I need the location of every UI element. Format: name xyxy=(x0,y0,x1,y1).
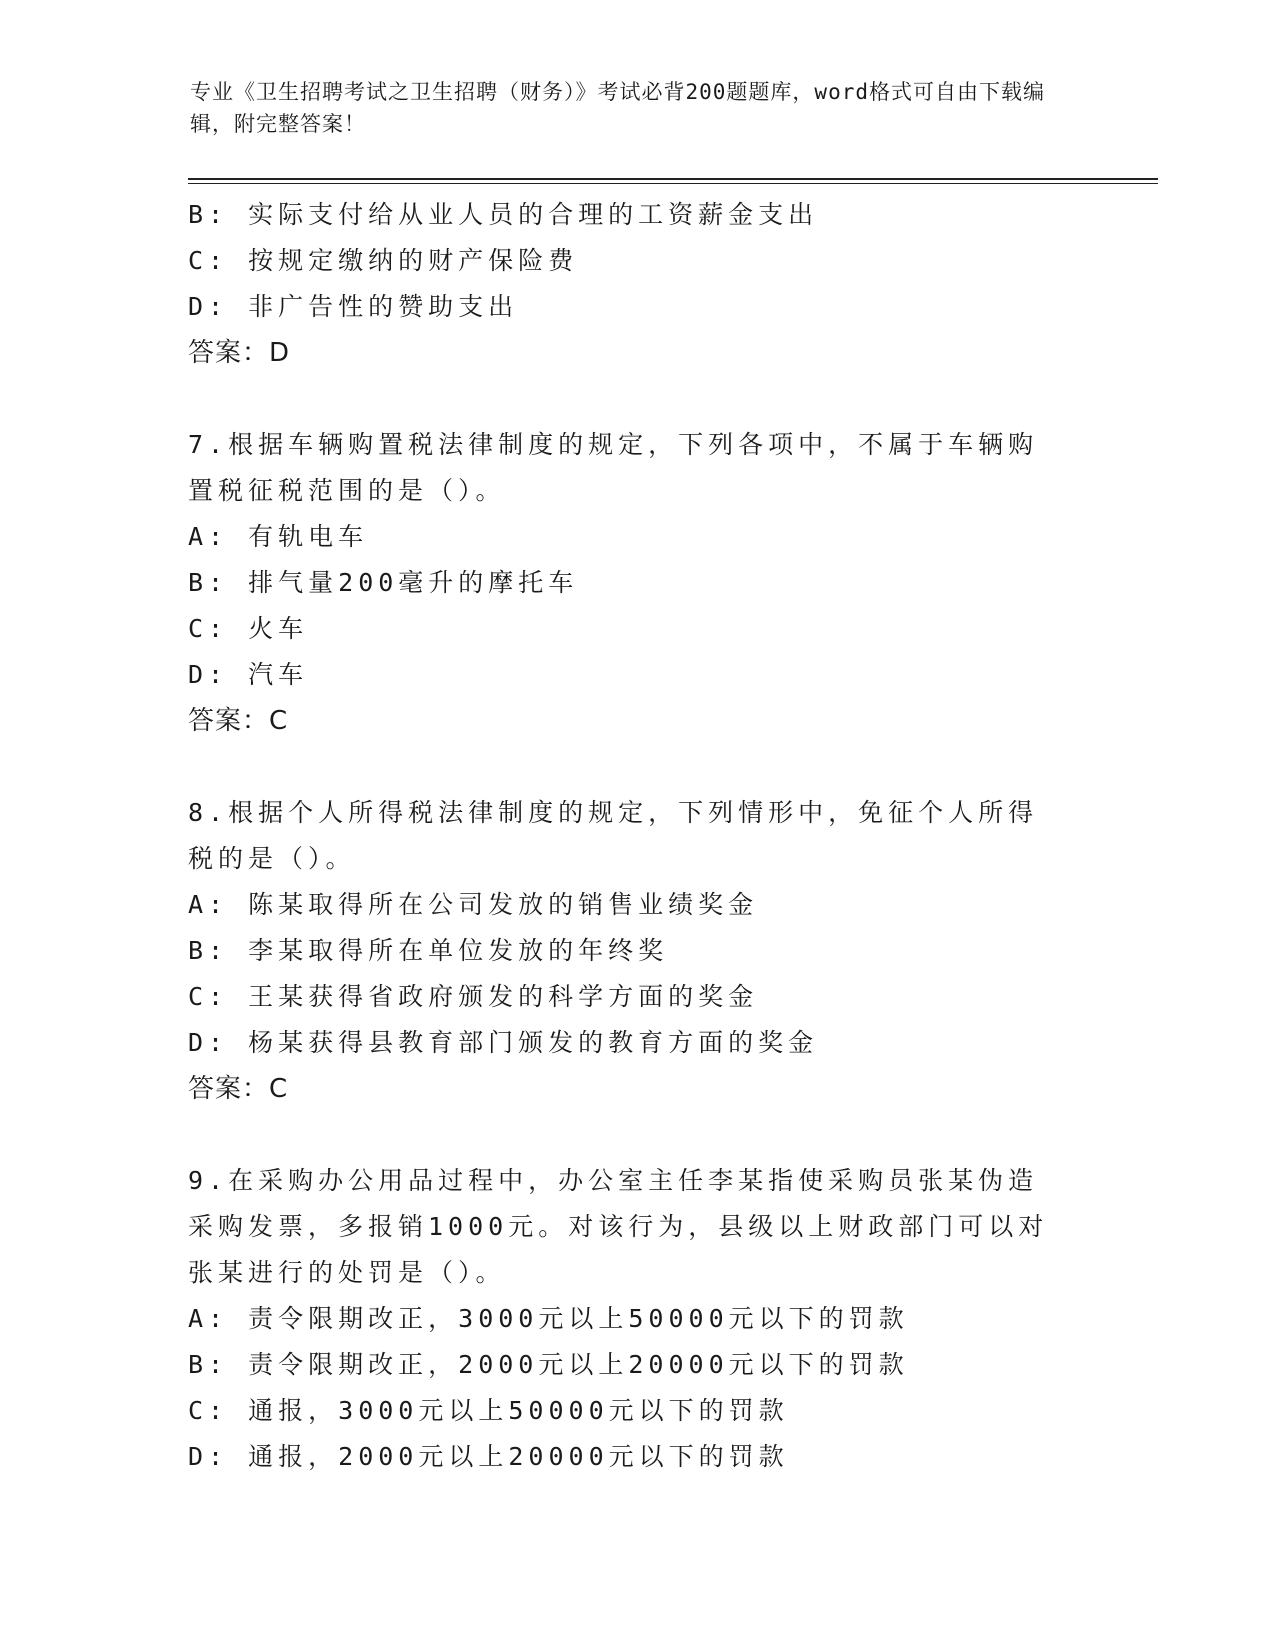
q7-option-c: C: 火车 xyxy=(188,614,309,643)
question-7-block xyxy=(188,422,1088,744)
q6-option-d: D: 非广告性的赞助支出 xyxy=(188,292,519,321)
q8-answer: 答案：C xyxy=(188,1074,289,1104)
question-8-block xyxy=(188,790,1088,1112)
q9-option-a: A: 责令限期改正，3000元以上50000元以下的罚款 xyxy=(188,1304,909,1333)
spacer xyxy=(188,1112,1088,1158)
document-header: 专业《卫生招聘考试之卫生招聘（财务）》考试必背200题题库，word格式可自由下载编辑，附完整答案！ xyxy=(190,80,1045,136)
q9-option-b: B: 责令限期改正，2000元以上20000元以下的罚款 xyxy=(188,1350,909,1379)
spacer xyxy=(188,744,1088,790)
q7-option-d: D: 汽车 xyxy=(188,660,309,689)
document-body xyxy=(188,192,1088,1480)
q9-option-c: C: 通报，3000元以上50000元以下的罚款 xyxy=(188,1396,789,1425)
q7-answer: 答案：C xyxy=(188,706,289,736)
q8-option-b: B: 李某取得所在单位发放的年终奖 xyxy=(188,936,669,965)
q6-option-b: B: 实际支付给从业人员的合理的工资薪金支出 xyxy=(188,200,819,229)
q8-option-a: A: 陈某取得所在公司发放的销售业绩奖金 xyxy=(188,890,759,919)
header-divider-thin xyxy=(188,183,1158,184)
q7-question-text: 7.根据车辆购置税法律制度的规定，下列各项中，不属于车辆购置税征税范围的是（）。 xyxy=(188,430,1039,505)
q8-option-c: C: 王某获得省政府颁发的科学方面的奖金 xyxy=(188,982,759,1011)
q9-question-text: 9.在采购办公用品过程中，办公室主任李某指使采购员张某伪造采购发票，多报销1000元。对该行为，县级以上财政部门可以对张某进行的处罚是（）。 xyxy=(188,1166,1049,1287)
q7-option-a: A: 有轨电车 xyxy=(188,522,369,551)
question-6-block xyxy=(188,192,1088,376)
q8-question-text: 8.根据个人所得税法律制度的规定，下列情形中，免征个人所得税的是（）。 xyxy=(188,798,1039,873)
q9-option-d: D: 通报，2000元以上20000元以下的罚款 xyxy=(188,1442,789,1471)
q7-option-b: B: 排气量200毫升的摩托车 xyxy=(188,568,579,597)
q6-answer: 答案：D xyxy=(188,338,291,368)
spacer xyxy=(188,376,1088,422)
q8-option-d: D: 杨某获得县教育部门颁发的教育方面的奖金 xyxy=(188,1028,819,1057)
question-9-block xyxy=(188,1158,1088,1480)
q6-option-c: C: 按规定缴纳的财产保险费 xyxy=(188,246,579,275)
header-divider-thick xyxy=(188,178,1158,180)
